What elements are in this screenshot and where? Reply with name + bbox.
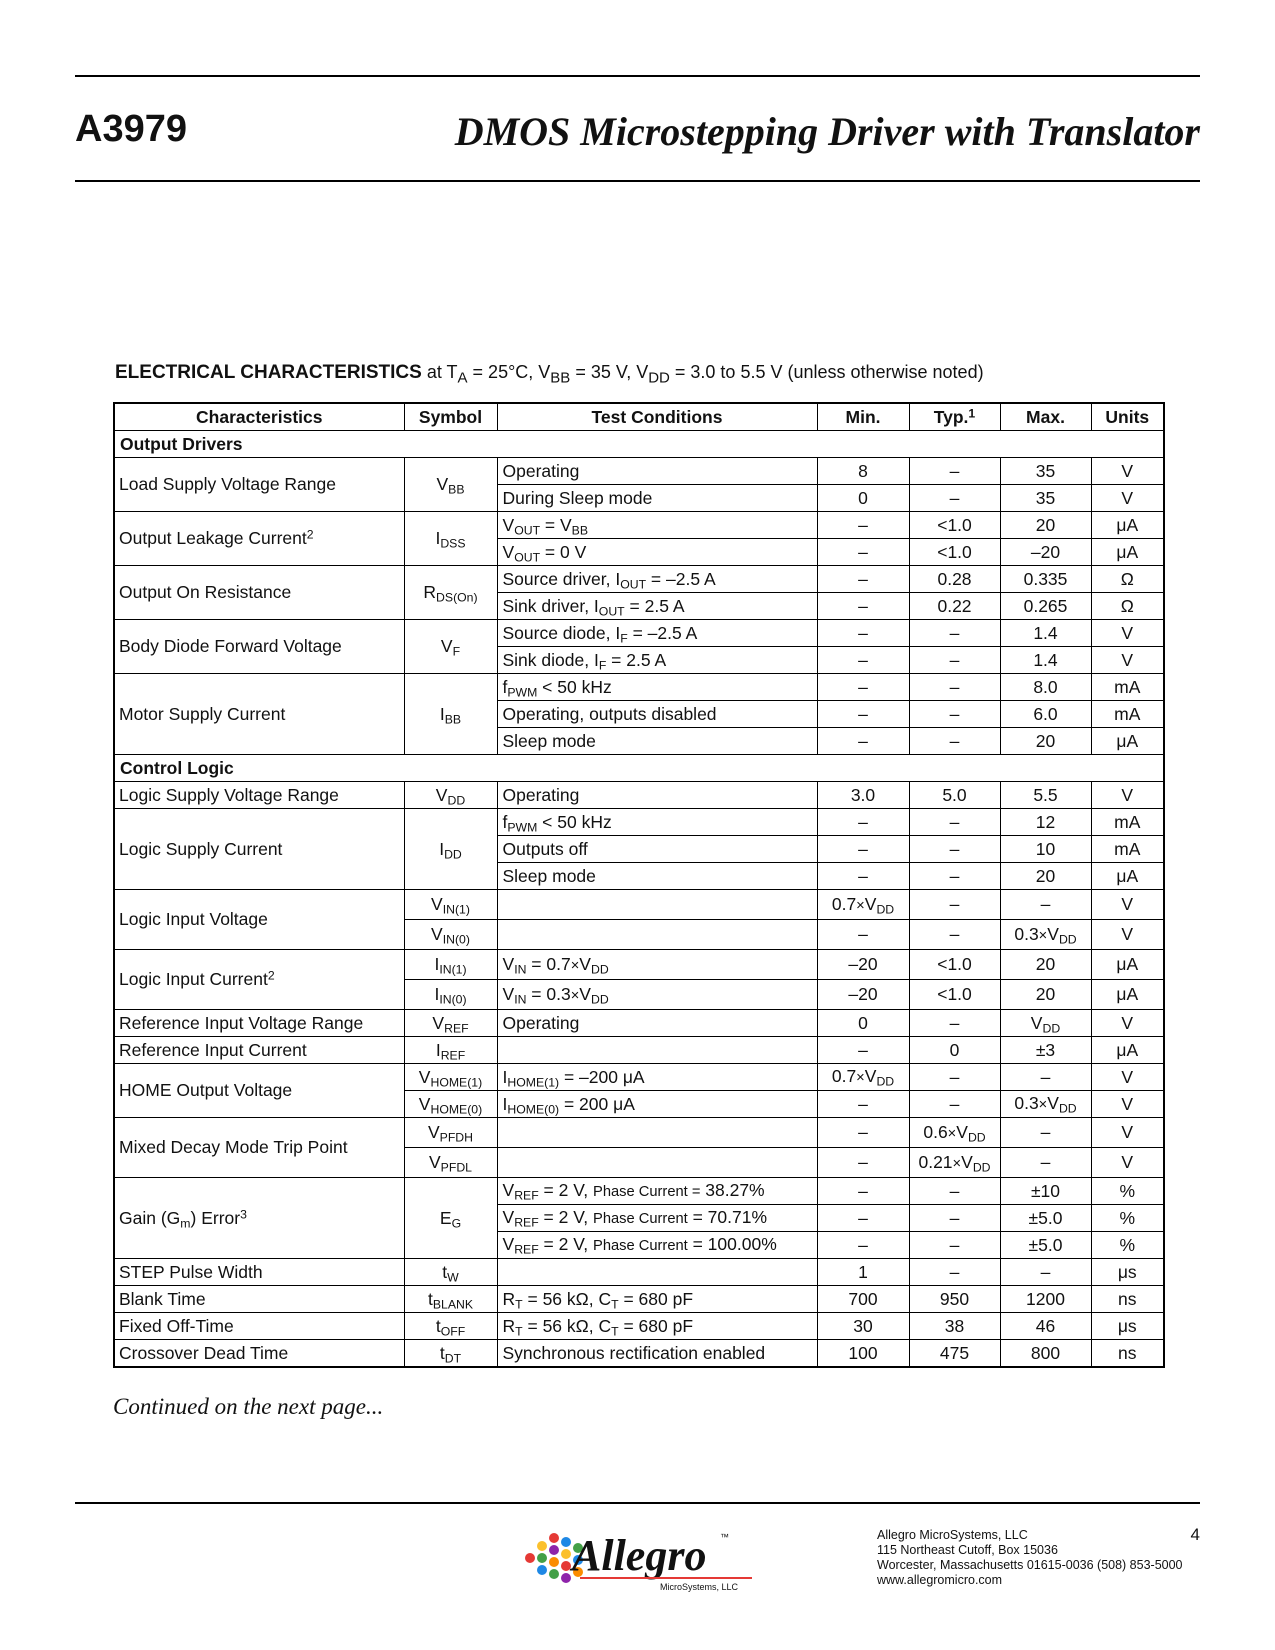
typ-cell: –	[909, 701, 1000, 728]
typ-cell: –	[909, 1064, 1000, 1091]
units-cell: V	[1091, 620, 1164, 647]
typ-cell: –	[909, 647, 1000, 674]
symbol-cell: $V_{REF}$	[404, 1010, 497, 1037]
min-cell: –	[817, 1037, 909, 1064]
table-row	[114, 1037, 1164, 1064]
min-cell: –	[817, 863, 909, 890]
max-cell: 10	[1000, 836, 1091, 863]
units-cell: V	[1091, 458, 1164, 485]
units-cell: ns	[1091, 1286, 1164, 1313]
max-cell: –	[1000, 1064, 1091, 1091]
typ-cell: –	[909, 728, 1000, 755]
char-cell: Mixed Decay Mode Trip Point	[114, 1118, 404, 1178]
max-cell: 35	[1000, 485, 1091, 512]
cond-cell	[497, 1148, 817, 1178]
min-cell: –	[817, 566, 909, 593]
symbol-cell: $I_{DD}$	[404, 809, 497, 890]
col-max: Max.	[1000, 403, 1091, 431]
min-cell: –	[817, 701, 909, 728]
table-row	[114, 1178, 1164, 1205]
units-cell: mA	[1091, 836, 1164, 863]
table-heading-main: ELECTRICAL CHARACTERISTICS	[115, 362, 422, 383]
cond-cell: $V_{REF} = 2$ V, Phase Current = 70.71%	[497, 1205, 817, 1232]
cond-cell	[497, 1037, 817, 1064]
units-cell: mA	[1091, 809, 1164, 836]
char-cell: Motor Supply Current	[114, 674, 404, 755]
cond-cell: Outputs off	[497, 836, 817, 863]
symbol-cell: $R_{DS(On)}$	[404, 566, 497, 620]
max-cell: –	[1000, 890, 1091, 920]
min-cell: –	[817, 1091, 909, 1118]
min-cell: 8	[817, 458, 909, 485]
symbol-cell: $t_{BLANK}$	[404, 1286, 497, 1313]
cond-cell: $V_{REF} = 2$ V, Phase Current = 100.00%	[497, 1232, 817, 1259]
typ-cell: 0.28	[909, 566, 1000, 593]
cond-cell: $f_{PWM} < 50$ kHz	[497, 809, 817, 836]
min-cell: –	[817, 674, 909, 701]
min-cell: 3.0	[817, 782, 909, 809]
min-cell: –	[817, 1178, 909, 1205]
units-cell: μA	[1091, 512, 1164, 539]
units-cell: μA	[1091, 539, 1164, 566]
max-cell: 6.0	[1000, 701, 1091, 728]
units-cell: %	[1091, 1205, 1164, 1232]
units-cell: %	[1091, 1178, 1164, 1205]
cond-cell	[497, 920, 817, 950]
symbol-cell: $V_{PFDH}$	[404, 1118, 497, 1148]
min-cell: –	[817, 620, 909, 647]
table-row	[114, 1286, 1164, 1313]
char-cell: Fixed Off-Time	[114, 1313, 404, 1340]
cond-cell: Sink driver, $I_{OUT} = 2.5$ A	[497, 593, 817, 620]
table-heading-conditions: at $T_A = 25^\circ C$, $V_{BB} = 35$ V, $V_{DD} = 3.0$ to 5.5 V (unless otherwise noted)	[426, 362, 984, 387]
max-cell: 12	[1000, 809, 1091, 836]
cond-cell: $f_{PWM} < 50$ kHz	[497, 674, 817, 701]
min-cell: –	[817, 539, 909, 566]
min-cell: 100	[817, 1340, 909, 1368]
table-row	[114, 1313, 1164, 1340]
units-cell: μA	[1091, 950, 1164, 980]
min-cell: 0	[817, 1010, 909, 1037]
continued-note: Continued on the next page...	[113, 1394, 384, 1419]
cond-cell: During Sleep mode	[497, 485, 817, 512]
section-row	[114, 431, 1164, 458]
units-cell: V	[1091, 920, 1164, 950]
typ-cell: –	[909, 1232, 1000, 1259]
table-row	[114, 1064, 1164, 1091]
col-test-conditions: Test Conditions	[497, 403, 817, 431]
typ-cell: 950	[909, 1286, 1000, 1313]
max-cell: 0.265	[1000, 593, 1091, 620]
cond-cell: $V_{REF} = 2$ V, Phase Current = 38.27%	[497, 1178, 817, 1205]
company-website[interactable]: www.allegromicro.com	[877, 1573, 1003, 1587]
min-cell: –	[817, 1148, 909, 1178]
units-cell: μs	[1091, 1259, 1164, 1286]
symbol-cell: $I_{IN(1)}$	[404, 950, 497, 980]
char-cell: Gain $(G_m)$ Error$^3$	[114, 1178, 404, 1259]
units-cell: μA	[1091, 1037, 1164, 1064]
allegro-logo	[520, 1518, 755, 1598]
max-cell: 20	[1000, 863, 1091, 890]
min-cell: 1	[817, 1259, 909, 1286]
company-address	[877, 1528, 1183, 1588]
min-cell: –	[817, 1232, 909, 1259]
cond-cell: Source driver, $I_{OUT} = -2.5$ A	[497, 566, 817, 593]
min-cell: –20	[817, 980, 909, 1010]
symbol-cell: $t_W$	[404, 1259, 497, 1286]
cond-cell: $V_{IN} = 0.7\times V_{DD}$	[497, 950, 817, 980]
max-cell: 20	[1000, 728, 1091, 755]
typ-cell: –	[909, 1010, 1000, 1037]
units-cell: Ω	[1091, 593, 1164, 620]
typ-cell: –	[909, 920, 1000, 950]
max-cell: –	[1000, 1148, 1091, 1178]
units-cell: V	[1091, 647, 1164, 674]
max-cell: 5.5	[1000, 782, 1091, 809]
max-cell: 8.0	[1000, 674, 1091, 701]
min-cell: –	[817, 728, 909, 755]
min-cell: $0.7\times V_{DD}$	[817, 890, 909, 920]
max-cell: 800	[1000, 1340, 1091, 1368]
char-cell: Load Supply Voltage Range	[114, 458, 404, 512]
cond-cell: $I_{HOME(0)} = 200$ μA	[497, 1091, 817, 1118]
company-name: Allegro MicroSystems, LLC	[877, 1528, 1028, 1542]
symbol-cell: $E_G$	[404, 1178, 497, 1259]
max-cell: 1200	[1000, 1286, 1091, 1313]
units-cell: μA	[1091, 863, 1164, 890]
table-row	[114, 1010, 1164, 1037]
address-line-2: Worcester, Massachusetts 01615-0036 (508) 853-5000	[877, 1558, 1183, 1572]
typ-cell: –	[909, 1259, 1000, 1286]
max-cell: 20	[1000, 950, 1091, 980]
min-cell: 700	[817, 1286, 909, 1313]
max-cell: $0.3\times V_{DD}$	[1000, 920, 1091, 950]
symbol-cell: $V_{HOME(1)}$	[404, 1064, 497, 1091]
header-row	[114, 403, 1164, 431]
table-row	[114, 512, 1164, 539]
max-cell: –	[1000, 1259, 1091, 1286]
max-cell: 0.335	[1000, 566, 1091, 593]
cond-cell	[497, 1259, 817, 1286]
col-units: Units	[1091, 403, 1164, 431]
cond-cell: Synchronous rectification enabled	[497, 1340, 817, 1368]
max-cell: 46	[1000, 1313, 1091, 1340]
cond-cell: $R_T = 56$ kΩ, $C_T = 680$ pF	[497, 1313, 817, 1340]
max-cell: 1.4	[1000, 647, 1091, 674]
typ-cell: –	[909, 890, 1000, 920]
min-cell: –	[817, 920, 909, 950]
symbol-cell: $V_{HOME(0)}$	[404, 1091, 497, 1118]
max-cell: –	[1000, 1118, 1091, 1148]
max-cell: $0.3\times V_{DD}$	[1000, 1091, 1091, 1118]
col-min: Min.	[817, 403, 909, 431]
typ-cell: 5.0	[909, 782, 1000, 809]
symbol-cell: $V_F$	[404, 620, 497, 674]
typ-cell: 0.22	[909, 593, 1000, 620]
units-cell: μs	[1091, 1313, 1164, 1340]
symbol-cell: $V_{IN(1)}$	[404, 890, 497, 920]
address-line-1: 115 Northeast Cutoff, Box 15036	[877, 1543, 1058, 1557]
symbol-cell: $I_{REF}$	[404, 1037, 497, 1064]
units-cell: V	[1091, 1064, 1164, 1091]
logo-subtitle: MicroSystems, LLC	[660, 1582, 739, 1592]
cond-cell: $V_{OUT} = 0$ V	[497, 539, 817, 566]
cond-cell: $I_{HOME(1)} = -200$ μA	[497, 1064, 817, 1091]
max-cell: $V_{DD}$	[1000, 1010, 1091, 1037]
header-rule	[75, 180, 1200, 182]
units-cell: %	[1091, 1232, 1164, 1259]
char-cell: Output Leakage Current$^2$	[114, 512, 404, 566]
min-cell: –	[817, 647, 909, 674]
table-row	[114, 890, 1164, 920]
symbol-cell: $V_{DD}$	[404, 782, 497, 809]
symbol-cell: $I_{DSS}$	[404, 512, 497, 566]
table-row	[114, 950, 1164, 980]
page-number: 4	[1190, 1525, 1200, 1544]
part-number: A3979	[75, 108, 187, 150]
char-cell: Body Diode Forward Voltage	[114, 620, 404, 674]
units-cell: ns	[1091, 1340, 1164, 1368]
symbol-cell: $V_{IN(0)}$	[404, 920, 497, 950]
max-cell: 20	[1000, 980, 1091, 1010]
symbol-cell: $t_{OFF}$	[404, 1313, 497, 1340]
typ-cell: $0.6\times V_{DD}$	[909, 1118, 1000, 1148]
table-row	[114, 1259, 1164, 1286]
table-row	[114, 674, 1164, 701]
cond-cell: Sleep mode	[497, 728, 817, 755]
typ-cell: –	[909, 836, 1000, 863]
min-cell: 30	[817, 1313, 909, 1340]
char-cell: HOME Output Voltage	[114, 1064, 404, 1118]
logo-wordmark: Allegro	[572, 1531, 707, 1580]
col-typ: Typ.$^1$	[909, 403, 1000, 431]
min-cell: 0	[817, 485, 909, 512]
units-cell: μA	[1091, 728, 1164, 755]
symbol-cell: $V_{BB}$	[404, 458, 497, 512]
char-cell: STEP Pulse Width	[114, 1259, 404, 1286]
typ-cell: –	[909, 809, 1000, 836]
char-cell: Reference Input Current	[114, 1037, 404, 1064]
min-cell: –	[817, 1118, 909, 1148]
typ-cell: –	[909, 674, 1000, 701]
symbol-cell: $I_{BB}$	[404, 674, 497, 755]
units-cell: V	[1091, 1091, 1164, 1118]
units-cell: mA	[1091, 701, 1164, 728]
cond-cell: Sink diode, $I_F = 2.5$ A	[497, 647, 817, 674]
typ-cell: 38	[909, 1313, 1000, 1340]
units-cell: V	[1091, 890, 1164, 920]
max-cell: 35	[1000, 458, 1091, 485]
top-rule	[75, 75, 1200, 77]
cond-cell: $V_{OUT} = V_{BB}$	[497, 512, 817, 539]
symbol-cell: $t_{DT}$	[404, 1340, 497, 1368]
units-cell: mA	[1091, 674, 1164, 701]
cond-cell	[497, 890, 817, 920]
table-row	[114, 1340, 1164, 1368]
typ-cell: –	[909, 458, 1000, 485]
section-row	[114, 755, 1164, 782]
table-row	[114, 458, 1164, 485]
table-row	[114, 620, 1164, 647]
cond-cell: Source diode, $I_F = -2.5$ A	[497, 620, 817, 647]
char-cell: Logic Input Current$^2$	[114, 950, 404, 1010]
typ-cell: <1.0	[909, 950, 1000, 980]
cond-cell: Operating	[497, 1010, 817, 1037]
cond-cell: Sleep mode	[497, 863, 817, 890]
units-cell: V	[1091, 485, 1164, 512]
units-cell: V	[1091, 1118, 1164, 1148]
char-cell: Logic Supply Current	[114, 809, 404, 890]
typ-cell: –	[909, 863, 1000, 890]
section-control-logic: Control Logic	[114, 755, 1164, 782]
table-row	[114, 1118, 1164, 1148]
typ-cell: –	[909, 1091, 1000, 1118]
typ-cell: –	[909, 620, 1000, 647]
min-cell: –20	[817, 950, 909, 980]
electrical-characteristics-table	[113, 402, 1165, 1368]
col-symbol: Symbol	[404, 403, 497, 431]
units-cell: μA	[1091, 980, 1164, 1010]
max-cell: ±10	[1000, 1178, 1091, 1205]
cond-cell: Operating	[497, 782, 817, 809]
min-cell: –	[817, 809, 909, 836]
section-output-drivers: Output Drivers	[114, 431, 1164, 458]
symbol-cell: $V_{PFDL}$	[404, 1148, 497, 1178]
col-characteristics: Characteristics	[114, 403, 404, 431]
document-title: DMOS Microstepping Driver with Translator	[454, 109, 1200, 154]
cond-cell: $V_{IN} = 0.3\times V_{DD}$	[497, 980, 817, 1010]
table-row	[114, 809, 1164, 836]
table-row	[114, 566, 1164, 593]
typ-cell: $0.21\times V_{DD}$	[909, 1148, 1000, 1178]
cond-cell	[497, 1118, 817, 1148]
cond-cell: Operating	[497, 458, 817, 485]
typ-cell: 475	[909, 1340, 1000, 1368]
max-cell: –20	[1000, 539, 1091, 566]
min-cell: $0.7\times V_{DD}$	[817, 1064, 909, 1091]
typ-cell: <1.0	[909, 512, 1000, 539]
max-cell: ±3	[1000, 1037, 1091, 1064]
units-cell: V	[1091, 1010, 1164, 1037]
max-cell: 1.4	[1000, 620, 1091, 647]
typ-cell: –	[909, 1178, 1000, 1205]
max-cell: ±5.0	[1000, 1232, 1091, 1259]
units-cell: V	[1091, 1148, 1164, 1178]
min-cell: –	[817, 593, 909, 620]
cond-cell: $R_T = 56$ kΩ, $C_T = 680$ pF	[497, 1286, 817, 1313]
min-cell: –	[817, 512, 909, 539]
table-heading	[115, 362, 984, 387]
symbol-cell: $I_{IN(0)}$	[404, 980, 497, 1010]
char-cell: Logic Supply Voltage Range	[114, 782, 404, 809]
max-cell: 20	[1000, 512, 1091, 539]
typ-cell: –	[909, 1205, 1000, 1232]
char-cell: Blank Time	[114, 1286, 404, 1313]
table-row	[114, 782, 1164, 809]
max-cell: ±5.0	[1000, 1205, 1091, 1232]
units-cell: V	[1091, 782, 1164, 809]
char-cell: Reference Input Voltage Range	[114, 1010, 404, 1037]
footer-rule	[75, 1502, 1200, 1504]
min-cell: –	[817, 836, 909, 863]
char-cell: Crossover Dead Time	[114, 1340, 404, 1368]
char-cell: Output On Resistance	[114, 566, 404, 620]
typ-cell: <1.0	[909, 980, 1000, 1010]
min-cell: –	[817, 1205, 909, 1232]
cond-cell: Operating, outputs disabled	[497, 701, 817, 728]
typ-cell: <1.0	[909, 539, 1000, 566]
units-cell: Ω	[1091, 566, 1164, 593]
logo-trademark: ™	[720, 1532, 729, 1542]
typ-cell: –	[909, 485, 1000, 512]
char-cell: Logic Input Voltage	[114, 890, 404, 950]
typ-cell: 0	[909, 1037, 1000, 1064]
